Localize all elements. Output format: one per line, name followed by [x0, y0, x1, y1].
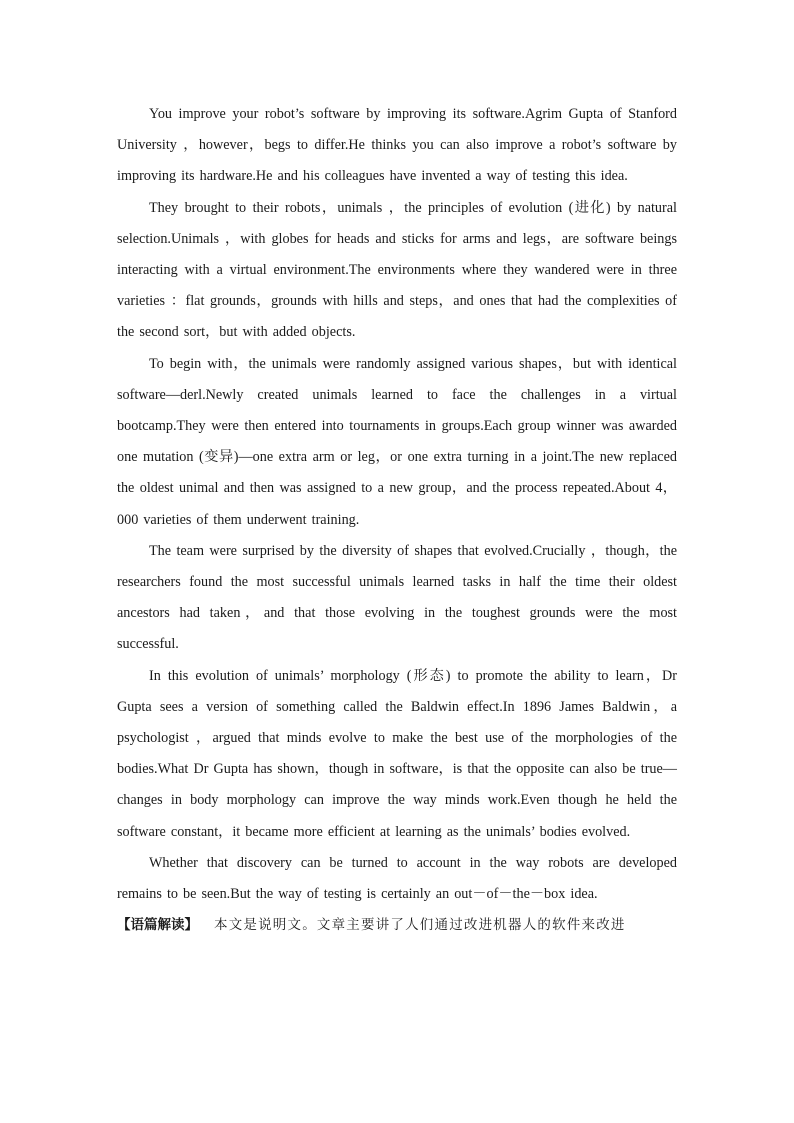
paragraph-1: You improve your robot’s software by improving its software.Agrim Gupta of Stanford University ，however，begs to differ.He thinks you can also improve a robot’s software by improving its hardware.He and his colleagues have invented a way of testing this idea. — [117, 106, 677, 185]
passage-analysis — [117, 910, 677, 941]
paragraph-5: In this evolution of unimals’ morphology (形态) to promote the ability to learn，Dr Gupta sees a version of something called the Baldwin effect.In 1896 James Baldwin，a psychologist ，argued that minds evolve to make the best use of the morphologies of the bodies.What Dr Gupta has shown，though in software，is that the opposite can also be true—changes in body morphology can improve the way minds work.Even though he held the software constant，it became more efficient at learning as the unimals’ bodies evolved. — [117, 667, 677, 840]
analysis-text: 本文是说明文。文章主要讲了人们通过改进机器人的软件来改进 — [214, 917, 626, 934]
analysis-label: 【语篇解读】 — [117, 917, 198, 934]
paragraph-6: Whether that discovery can be turned to account in the way robots are developed remains to be seen.But the way of testing is certainly an out－of－the－box idea. — [117, 854, 677, 903]
paragraph-3: To begin with，the unimals were randomly assigned various shapes，but with identical software—derl.Newly created unimals learned to face the challenges in a virtual bootcamp.They were then entered into tournaments in groups.Each group winner was awarded one mutation (变异)—one extra arm or leg，or one extra turning in a joint.The new replaced the oldest unimal and then was assigned to a new group，and the process repeated.About 4，000 varieties of them underwent training. — [117, 355, 677, 528]
paragraph-4: The team were surprised by the diversity of shapes that evolved.Crucially ，though，the researchers found the most successful unimals learned tasks in half the time their oldest ancestors had taken，and that those evolving in the toughest grounds were the most successful. — [117, 542, 677, 653]
article-body — [117, 99, 677, 941]
paragraph-2: They brought to their robots，unimals ，the principles of evolution (进化) by natural selection.Unimals ，with globes for heads and sticks for arms and legs，are software beings interacting with a virtual environment.The environments where they wandered were in three varieties ：flat grounds，grounds with hills and steps，and ones that had the complexities of the second sort，but with added objects. — [117, 199, 677, 341]
